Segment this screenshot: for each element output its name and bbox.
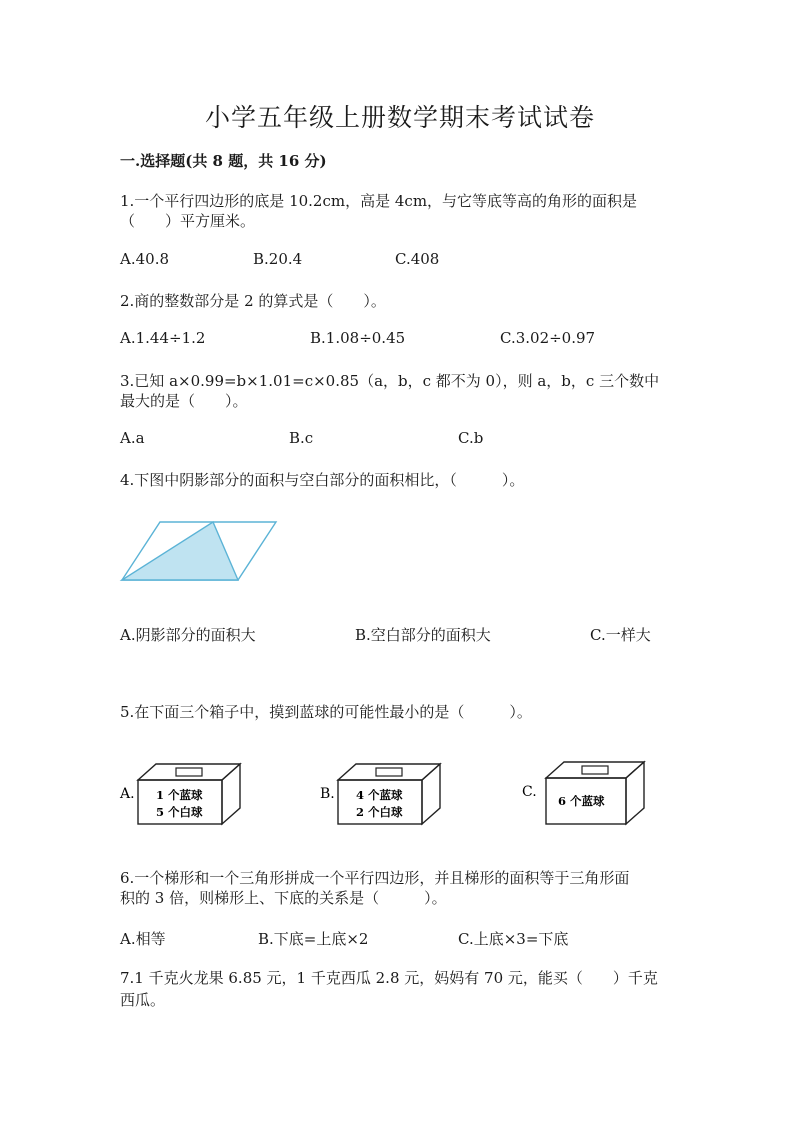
box-c-slot	[582, 766, 608, 774]
question-3-text-line-1: 3.已知 a×0.99=b×1.01=c×0.85（a，b，c 都不为 0），则 a，b，c 三个数中	[120, 372, 660, 390]
parallelogram-figure	[118, 518, 280, 584]
question-2-option-b[interactable]: B.1.08÷0.45	[310, 329, 406, 347]
box-b-side	[422, 764, 440, 824]
question-1-option-c[interactable]: C.408	[395, 250, 440, 268]
question-6-option-c[interactable]: C.上底×3=下底	[458, 930, 569, 948]
question-4-option-a[interactable]: A.阴影部分的面积大	[120, 626, 256, 644]
question-3-option-b[interactable]: B.c	[289, 429, 314, 447]
box-a-line-2: 5 个白球	[156, 805, 203, 819]
box-c-letter: C.	[522, 784, 537, 800]
question-3-option-a[interactable]: A.a	[120, 429, 145, 447]
question-6-option-a[interactable]: A.相等	[120, 930, 166, 948]
box-a-line-1: 1 个蓝球	[156, 788, 203, 802]
question-2-option-a[interactable]: A.1.44÷1.2	[120, 329, 206, 347]
box-b-letter: B.	[320, 786, 335, 802]
question-1-text-line-1: 1.一个平行四边形的底是 10.2cm，高是 4cm，与它等底等高的角形的面积是	[120, 192, 638, 210]
box-c-figure[interactable]	[520, 758, 650, 828]
box-a-side	[222, 764, 240, 824]
box-c-line-1: 6 个蓝球	[558, 794, 605, 808]
question-7-text-line-2: 西瓜。	[120, 991, 166, 1009]
question-2-option-c[interactable]: C.3.02÷0.97	[500, 329, 596, 347]
box-b-line-2: 2 个白球	[356, 805, 403, 819]
question-1-option-a[interactable]: A.40.8	[120, 250, 169, 268]
question-6-text-line-2: 积的 3 倍，则梯形上、下底的关系是（ ）。	[120, 889, 447, 907]
question-1-option-b[interactable]: B.20.4	[253, 250, 303, 268]
box-a-letter: A.	[120, 786, 135, 802]
section-heading: 一.选择题(共 8 题，共 16 分)	[120, 152, 327, 170]
question-4-option-c[interactable]: C.一样大	[590, 626, 651, 644]
box-a-figure[interactable]	[118, 760, 246, 828]
question-2-text: 2.商的整数部分是 2 的算式是（ ）。	[120, 292, 386, 310]
question-3-option-c[interactable]: C.b	[458, 429, 484, 447]
question-6-text-line-1: 6.一个梯形和一个三角形拼成一个平行四边形，并且梯形的面积等于三角形面	[120, 869, 630, 887]
box-b-figure[interactable]	[318, 760, 446, 828]
box-b-slot	[376, 768, 402, 776]
question-3-text-line-2: 最大的是（ ）。	[120, 392, 248, 410]
question-6-option-b[interactable]: B.下底=上底×2	[258, 930, 369, 948]
question-5-text: 5.在下面三个箱子中，摸到蓝球的可能性最小的是（ ）。	[120, 703, 532, 721]
question-7-text-line-1: 7.1 千克火龙果 6.85 元，1 千克西瓜 2.8 元，妈妈有 70 元，能买（ ）千克	[120, 969, 658, 987]
box-b-line-1: 4 个蓝球	[356, 788, 403, 802]
question-4-option-b[interactable]: B.空白部分的面积大	[355, 626, 491, 644]
box-a-slot	[176, 768, 202, 776]
page-title: 小学五年级上册数学期末考试试卷	[204, 103, 595, 132]
question-4-text: 4.下图中阴影部分的面积与空白部分的面积相比，（ ）。	[120, 471, 525, 489]
question-1-text-line-2: （ ）平方厘米。	[120, 212, 256, 230]
box-c-side	[626, 762, 644, 824]
